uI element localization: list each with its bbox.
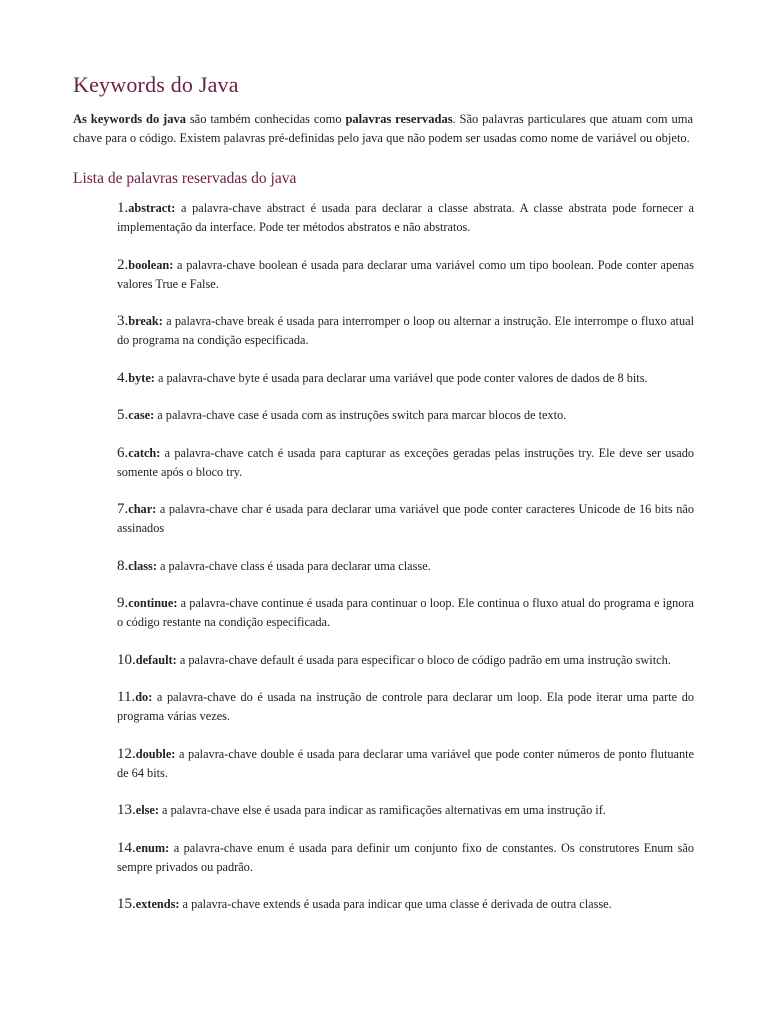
intro-keyword-reserved: palavras reservadas — [345, 112, 453, 126]
item-number: 4. — [117, 369, 129, 386]
item-keyword: abstract: — [128, 201, 176, 215]
item-keyword: class: — [128, 558, 157, 573]
list-item — [117, 500, 694, 538]
list-item — [117, 444, 694, 482]
intro-keyword-java: As keywords do java — [73, 112, 186, 126]
list-item — [117, 801, 694, 820]
item-description: a palavra-chave class é usada para declarar uma classe. — [156, 558, 431, 573]
item-description: a palavra-chave do é usada na instrução de controle para declarar um loop. Ela pode iterar uma parte do programa várias vezes. — [117, 690, 694, 723]
item-keyword: case: — [128, 408, 155, 422]
item-number: 13. — [117, 802, 136, 818]
item-keyword: catch: — [128, 445, 161, 460]
item-number: 1. — [117, 200, 129, 216]
item-number: 3. — [117, 313, 129, 329]
item-number: 12. — [117, 745, 136, 762]
list-item — [117, 557, 694, 576]
item-number: 14. — [117, 839, 136, 856]
intro-text-1: são também conhecidas como — [185, 112, 346, 126]
item-number: 10. — [117, 651, 136, 668]
item-keyword: byte: — [128, 370, 155, 385]
item-number: 9. — [117, 595, 129, 611]
list-item — [117, 312, 694, 350]
item-description: a palavra-chave abstract é usada para declarar a classe abstrata. A classe abstrata pode fornecer a implementação da interface. Pode ter métodos abstratos e não abstratos. — [117, 201, 694, 234]
list-item — [117, 745, 694, 783]
item-keyword: break: — [128, 314, 163, 328]
keyword-list — [117, 199, 694, 933]
item-description: a palavra-chave else é usada para indicar as ramificações alternativas em uma instrução if. — [158, 803, 606, 817]
item-keyword: enum: — [135, 840, 170, 855]
item-description: a palavra-chave boolean é usada para declarar uma variável como um tipo boolean. Pode conter apenas valores True e False. — [117, 257, 694, 291]
item-keyword: double: — [135, 746, 176, 761]
item-keyword: char: — [128, 502, 157, 516]
list-item — [117, 651, 694, 670]
list-item — [117, 406, 694, 425]
item-number: 2. — [117, 256, 129, 273]
intro-paragraph — [73, 110, 693, 148]
item-description: a palavra-chave extends é usada para indicar que uma classe é derivada de outra classe. — [179, 897, 612, 911]
item-keyword: boolean: — [128, 257, 174, 272]
list-item — [117, 839, 694, 877]
document-title: Keywords do Java — [73, 72, 239, 97]
item-description: a palavra-chave double é usada para declarar uma variável que pode conter números de ponto flutuante de 64 bits. — [117, 746, 694, 780]
item-number: 11. — [117, 689, 136, 705]
item-keyword: do: — [135, 690, 153, 704]
item-keyword: extends: — [135, 897, 180, 911]
list-item — [117, 369, 694, 388]
item-description: a palavra-chave break é usada para interromper o loop ou alternar a instrução. Ele interrompe o fluxo atual do programa na condição especificada. — [117, 314, 694, 347]
list-item — [117, 688, 694, 726]
item-keyword: continue: — [128, 596, 178, 610]
item-description: a palavra-chave catch é usada para capturar as exceções geradas pelas instruções try. Ele deve ser usado somente após o bloco try. — [117, 445, 694, 479]
item-description: a palavra-chave continue é usada para continuar o loop. Ele continua o fluxo atual do programa e ignora o código restante na condição especificada. — [117, 596, 694, 629]
item-keyword: else: — [135, 803, 159, 817]
list-item — [117, 594, 694, 632]
item-number: 8. — [117, 557, 129, 574]
item-number: 6. — [117, 444, 129, 461]
item-keyword: default: — [135, 652, 177, 667]
item-description: a palavra-chave enum é usada para definir um conjunto fixo de constantes. Os construtores Enum são sempre privados ou padrão. — [117, 840, 694, 874]
item-description: a palavra-chave case é usada com as instruções switch para marcar blocos de texto. — [154, 408, 567, 422]
item-description: a palavra-chave char é usada para declarar uma variável que pode conter caracteres Unicode de 16 bits não assinados — [117, 502, 694, 535]
item-number: 15. — [117, 896, 136, 912]
list-item — [117, 256, 694, 294]
item-number: 5. — [117, 407, 129, 423]
item-number: 7. — [117, 501, 129, 517]
list-item — [117, 199, 694, 237]
item-description: a palavra-chave default é usada para especificar o bloco de código padrão em uma instrução switch. — [176, 652, 671, 667]
list-item — [117, 895, 694, 914]
item-description: a palavra-chave byte é usada para declarar uma variável que pode conter valores de dados de 8 bits. — [154, 370, 648, 385]
section-subtitle: Lista de palavras reservadas do java — [73, 170, 297, 187]
intro-text-2: . São palavras particulares que atuam com uma chave para o código. Existem palavras pré-definidas pelo java que não podem ser usadas como nome de variável ou objeto. — [73, 112, 693, 145]
